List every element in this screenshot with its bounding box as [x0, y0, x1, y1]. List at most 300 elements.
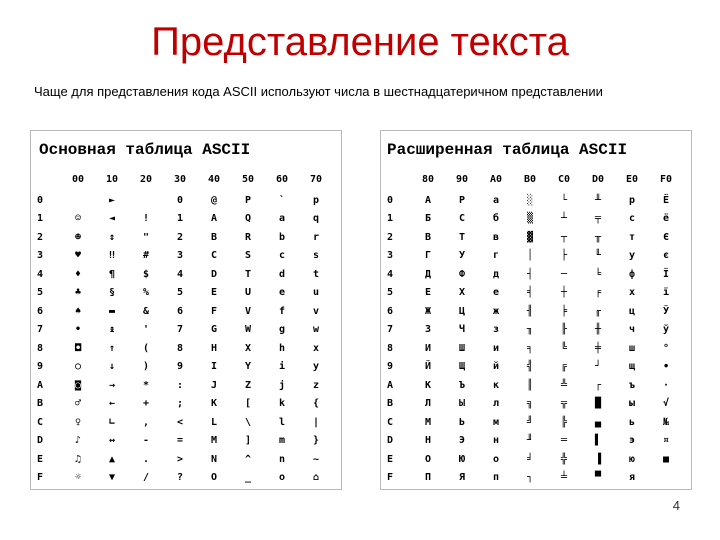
table-cell: в: [492, 231, 500, 243]
table-cell: ◙: [74, 379, 82, 391]
row-label: D: [387, 435, 394, 446]
table-cell: ы: [628, 398, 636, 409]
table-cell: f: [278, 305, 286, 317]
table-cell: Й: [424, 361, 432, 372]
table-row: [31, 414, 341, 432]
table-row: [31, 340, 341, 358]
table-cell: є: [662, 250, 670, 261]
table-cell: ь: [628, 416, 636, 428]
table-row: [31, 451, 341, 469]
table-cell: М: [424, 416, 432, 428]
table-cell: s: [312, 250, 320, 261]
table-cell: ▬: [108, 305, 116, 317]
table-cell: о: [492, 453, 500, 465]
table-cell: ў: [662, 324, 670, 335]
table-cell: ♠: [74, 305, 82, 317]
table-cell: =: [176, 435, 184, 446]
table-cell: ╘: [594, 268, 602, 280]
table-row: [381, 340, 691, 358]
table-cell: Y: [244, 361, 252, 372]
table-cell: ┘: [594, 361, 602, 372]
table-cell: `: [278, 194, 286, 206]
table-cell: L: [210, 416, 218, 428]
table-cell: \: [244, 416, 252, 428]
table-cell: ⌂: [312, 472, 320, 483]
table-row: [31, 469, 341, 487]
table-row: [381, 377, 691, 395]
table-cell: b: [278, 231, 286, 243]
table-cell: ╨: [594, 194, 602, 206]
table-cell: ☻: [74, 231, 82, 243]
table-cell: и: [492, 342, 500, 354]
table-cell: ○: [74, 361, 82, 372]
table-cell: N: [210, 453, 218, 465]
table-cell: п: [492, 472, 500, 483]
column-header: 20: [139, 174, 153, 185]
table-cell: ': [142, 324, 150, 335]
row-label: 1: [37, 213, 44, 224]
table-cell: д: [492, 268, 500, 280]
row-label: C: [37, 416, 44, 428]
table-cell: ═: [560, 435, 568, 446]
row-label: 7: [37, 324, 44, 335]
table-row: [381, 321, 691, 339]
table-cell: Ї: [662, 268, 670, 280]
table-cell: ╦: [560, 398, 568, 409]
row-label: 6: [387, 305, 394, 317]
table-row: [31, 266, 341, 284]
table-cell: ╞: [560, 305, 568, 317]
table-cell: K: [210, 398, 218, 409]
column-header: A0: [489, 174, 503, 185]
table-cell: ·: [662, 379, 670, 391]
table-cell: ╩: [560, 379, 568, 391]
table-cell: Ъ: [458, 379, 466, 391]
column-header: 30: [173, 174, 187, 185]
table-cell: ♥: [74, 250, 82, 261]
row-label: 0: [387, 194, 394, 206]
table-cell: j: [278, 379, 286, 391]
table-cell: ┌: [594, 379, 602, 391]
row-label: A: [387, 379, 394, 391]
table-cell: Ё: [662, 194, 670, 206]
table-cell: ╬: [560, 453, 568, 465]
table-cell: A: [210, 213, 218, 224]
extended-ascii-table: [380, 130, 692, 490]
table-cell: ▐: [594, 453, 602, 465]
table-cell: 2: [176, 231, 184, 243]
table-cell: Ц: [458, 305, 466, 317]
row-label: 6: [37, 305, 44, 317]
slide-title: Представление текста: [151, 20, 569, 64]
table-row: [31, 210, 341, 228]
table-cell: ): [142, 361, 150, 372]
table-cell: >: [176, 453, 184, 465]
table-cell: ╝: [526, 416, 534, 428]
table-cell: з: [492, 324, 500, 335]
table-cell: Т: [458, 231, 466, 243]
table-cell: °: [662, 342, 670, 354]
table-cell: m: [278, 435, 286, 446]
table-cell: ¶: [108, 268, 116, 280]
table-row: [381, 192, 691, 210]
table-cell: @: [210, 194, 218, 206]
table-cell: .: [142, 453, 150, 465]
table-row: [31, 192, 341, 210]
slide-subtitle: Чаще для представления кода ASCII используют числа в шестнадцатеричном представлении: [34, 84, 603, 99]
table-cell: ,: [142, 416, 150, 428]
table-cell: B: [210, 231, 218, 243]
table-cell: ♫: [74, 453, 82, 465]
table-cell: J: [210, 379, 218, 391]
column-header: 10: [105, 174, 119, 185]
table-cell: t: [312, 268, 320, 280]
table-header-row: [31, 171, 341, 189]
table-cell: Z: [244, 379, 252, 391]
table-cell: $: [142, 268, 150, 280]
table-cell: Ы: [458, 398, 466, 409]
row-label: 4: [387, 268, 394, 280]
table-row: [31, 229, 341, 247]
column-header: 50: [241, 174, 255, 185]
table-cell: a: [278, 213, 286, 224]
table-cell: Е: [424, 287, 432, 298]
table-cell: Б: [424, 213, 432, 224]
table-cell: -: [142, 435, 150, 446]
table-cell: ╠: [560, 416, 568, 428]
table-cell: Ч: [458, 324, 466, 335]
table-cell: X: [244, 342, 252, 354]
table-cell: I: [210, 361, 218, 372]
table-cell: n: [278, 453, 286, 465]
table-cell: ╣: [526, 361, 534, 372]
table-cell: e: [278, 287, 286, 298]
table-cell: ▄: [594, 416, 602, 428]
table-cell: ↨: [108, 324, 116, 335]
table-row: [31, 358, 341, 376]
table-cell: ╓: [594, 305, 602, 317]
table-cell: g: [278, 324, 286, 335]
table-cell: к: [492, 379, 500, 391]
table-cell: у: [628, 250, 636, 261]
table-cell: ├: [560, 250, 568, 261]
table-cell: ║: [526, 379, 534, 391]
table-cell: /: [142, 472, 150, 483]
table-cell: √: [662, 398, 670, 409]
column-header: D0: [591, 174, 605, 185]
basic-ascii-table: [30, 130, 342, 490]
table-cell: ¤: [662, 435, 670, 446]
table-cell: 1: [176, 213, 184, 224]
table-cell: ∙: [662, 361, 670, 372]
table-cell: i: [278, 361, 286, 372]
table-cell: ↓: [108, 361, 116, 372]
table-cell: ╤: [594, 213, 602, 224]
row-label: 3: [37, 250, 44, 261]
table-cell: Л: [424, 398, 432, 409]
table-cell: ╧: [560, 472, 568, 483]
table-cell: W: [244, 324, 252, 335]
table-cell: 9: [176, 361, 184, 372]
table-cell: ♦: [74, 268, 82, 280]
table-row: [31, 247, 341, 265]
table-cell: └: [560, 194, 568, 206]
table-cell: ╪: [594, 342, 602, 354]
table-cell: C: [210, 250, 218, 261]
table-cell: U: [244, 287, 252, 298]
table-cell: В: [424, 231, 432, 243]
table-cell: c: [278, 250, 286, 261]
table-cell: k: [278, 398, 286, 409]
table-cell: ▌: [594, 435, 602, 446]
row-label: 9: [37, 361, 44, 372]
table-cell: x: [312, 342, 320, 354]
table-cell: T: [244, 268, 252, 280]
table-cell: Ф: [458, 268, 466, 280]
table-cell: ╗: [526, 398, 534, 409]
row-label: F: [37, 472, 44, 483]
row-label: 5: [387, 287, 394, 298]
table-cell: е: [492, 287, 500, 298]
table-cell: ┬: [560, 231, 568, 243]
table-cell: ←: [108, 398, 116, 409]
table-row: [381, 432, 691, 450]
table-cell: :: [176, 379, 184, 391]
table-cell: Щ: [458, 361, 466, 372]
table-cell: G: [210, 324, 218, 335]
table-cell: А: [424, 194, 432, 206]
table-cell: ъ: [628, 379, 636, 391]
table-cell: У: [458, 250, 466, 261]
table-cell: ╔: [560, 361, 568, 372]
table-cell: _: [244, 472, 252, 483]
table-cell: ■: [662, 453, 670, 465]
table-cell: ]: [244, 435, 252, 446]
table-cell: !: [142, 213, 150, 224]
table-cell: ►: [108, 194, 116, 206]
table-cell: ♀: [74, 416, 82, 428]
table-cell: <: [176, 416, 184, 428]
row-label: 7: [387, 324, 394, 335]
row-label: B: [387, 398, 394, 409]
table-row: [381, 303, 691, 321]
table-cell: ч: [628, 324, 636, 335]
table-row: [31, 303, 341, 321]
table-cell: л: [492, 398, 500, 409]
row-label: 4: [37, 268, 44, 280]
table-title: Расширенная таблица ASCII: [387, 141, 628, 159]
table-row: [31, 284, 341, 302]
table-cell: н: [492, 435, 500, 446]
table-cell: q: [312, 213, 320, 224]
table-cell: Д: [424, 268, 432, 280]
table-cell: 4: [176, 268, 184, 280]
column-header: 40: [207, 174, 221, 185]
table-row: [381, 210, 691, 228]
table-cell: ф: [628, 268, 636, 280]
table-cell: Ж: [424, 305, 432, 317]
table-cell: }: [312, 435, 320, 446]
table-cell: ╛: [526, 453, 534, 465]
table-cell: ~: [312, 453, 320, 465]
table-cell: й: [492, 361, 500, 372]
table-cell: o: [278, 472, 286, 483]
table-cell: w: [312, 324, 320, 335]
table-cell: {: [312, 398, 320, 409]
table-cell: h: [278, 342, 286, 354]
table-cell: ☺: [74, 213, 82, 224]
row-label: B: [37, 398, 44, 409]
table-cell: ↑: [108, 342, 116, 354]
table-row: [381, 451, 691, 469]
table-cell: ╚: [560, 342, 568, 354]
table-cell: Г: [424, 250, 432, 261]
table-cell: ё: [662, 213, 670, 224]
table-cell: *: [142, 379, 150, 391]
table-cell: E: [210, 287, 218, 298]
table-cell: 6: [176, 305, 184, 317]
table-cell: (: [142, 342, 150, 354]
table-cell: ┴: [560, 213, 568, 224]
table-cell: ╙: [594, 250, 602, 261]
table-cell: S: [244, 250, 252, 261]
table-row: [31, 321, 341, 339]
row-label: 9: [387, 361, 394, 372]
table-cell: y: [312, 361, 320, 372]
table-cell: ^: [244, 453, 252, 465]
row-label: 0: [37, 194, 44, 206]
column-header: B0: [523, 174, 537, 185]
table-cell: ─: [560, 268, 568, 280]
table-cell: ▲: [108, 453, 116, 465]
table-cell: #: [142, 250, 150, 261]
table-row: [381, 266, 691, 284]
table-cell: ▒: [526, 213, 534, 224]
table-cell: Э: [458, 435, 466, 446]
table-cell: Ў: [662, 305, 670, 317]
column-header: 90: [455, 174, 469, 185]
table-cell: F: [210, 305, 218, 317]
table-cell: О: [424, 453, 432, 465]
page-number: 4: [672, 498, 680, 513]
table-cell: р: [628, 194, 636, 206]
table-cell: Ю: [458, 453, 466, 465]
table-cell: P: [244, 194, 252, 206]
table-cell: │: [526, 250, 534, 261]
table-cell: V: [244, 305, 252, 317]
row-label: 1: [387, 213, 394, 224]
table-cell: м: [492, 416, 500, 428]
table-cell: ї: [662, 287, 670, 298]
table-cell: +: [142, 398, 150, 409]
table-cell: ╥: [594, 231, 602, 243]
table-cell: 8: [176, 342, 184, 354]
table-row: [381, 395, 691, 413]
table-cell: ╟: [560, 324, 568, 335]
table-cell: б: [492, 213, 500, 224]
table-cell: ↕: [108, 231, 116, 243]
row-label: 3: [387, 250, 394, 261]
table-cell: u: [312, 287, 320, 298]
table-row: [381, 358, 691, 376]
row-label: 8: [37, 342, 44, 354]
table-cell: ╡: [526, 287, 534, 298]
table-cell: H: [210, 342, 218, 354]
table-row: [381, 247, 691, 265]
table-cell: 0: [176, 194, 184, 206]
table-cell: d: [278, 268, 286, 280]
table-cell: П: [424, 472, 432, 483]
row-label: 5: [37, 287, 44, 298]
table-cell: ю: [628, 453, 636, 465]
row-label: C: [387, 416, 394, 428]
row-label: E: [387, 453, 394, 465]
table-cell: Х: [458, 287, 466, 298]
table-cell: •: [74, 324, 82, 335]
table-cell: l: [278, 416, 286, 428]
table-cell: Ш: [458, 342, 466, 354]
table-cell: З: [424, 324, 432, 335]
table-cell: M: [210, 435, 218, 446]
table-cell: Я: [458, 472, 466, 483]
table-cell: ∟: [108, 416, 116, 428]
table-cell: ☼: [74, 472, 82, 483]
table-cell: R: [244, 231, 252, 243]
table-cell: ж: [492, 305, 500, 317]
table-cell: §: [108, 287, 116, 298]
table-cell: █: [594, 398, 602, 409]
table-cell: ▀: [594, 472, 602, 483]
table-cell: ♪: [74, 435, 82, 446]
row-label: 2: [387, 231, 394, 243]
table-cell: ♣: [74, 287, 82, 298]
table-row: [381, 414, 691, 432]
table-title: Основная таблица ASCII: [39, 141, 251, 159]
table-cell: ╢: [526, 305, 534, 317]
table-cell: |: [312, 416, 320, 428]
table-row: [31, 432, 341, 450]
table-cell: №: [662, 416, 670, 428]
column-header: C0: [557, 174, 571, 185]
table-cell: ◘: [74, 342, 82, 354]
table-cell: ♂: [74, 398, 82, 409]
table-cell: D: [210, 268, 218, 280]
table-row: [381, 229, 691, 247]
table-cell: я: [628, 472, 636, 483]
table-header-row: [381, 171, 691, 189]
table-cell: r: [312, 231, 320, 243]
table-cell: ц: [628, 305, 636, 317]
table-cell: ░: [526, 194, 534, 206]
column-header: 70: [309, 174, 323, 185]
table-cell: ▓: [526, 231, 534, 243]
table-cell: х: [628, 287, 636, 298]
table-cell: ╜: [526, 435, 534, 446]
table-cell: ?: [176, 472, 184, 483]
table-cell: И: [424, 342, 432, 354]
row-label: E: [37, 453, 44, 465]
table-cell: ;: [176, 398, 184, 409]
column-header: 00: [71, 174, 85, 185]
table-cell: ш: [628, 342, 636, 354]
table-cell: [: [244, 398, 252, 409]
table-cell: щ: [628, 361, 636, 372]
table-cell: ╒: [594, 287, 602, 298]
table-cell: Q: [244, 213, 252, 224]
row-label: 8: [387, 342, 394, 354]
table-cell: 7: [176, 324, 184, 335]
table-cell: С: [458, 213, 466, 224]
